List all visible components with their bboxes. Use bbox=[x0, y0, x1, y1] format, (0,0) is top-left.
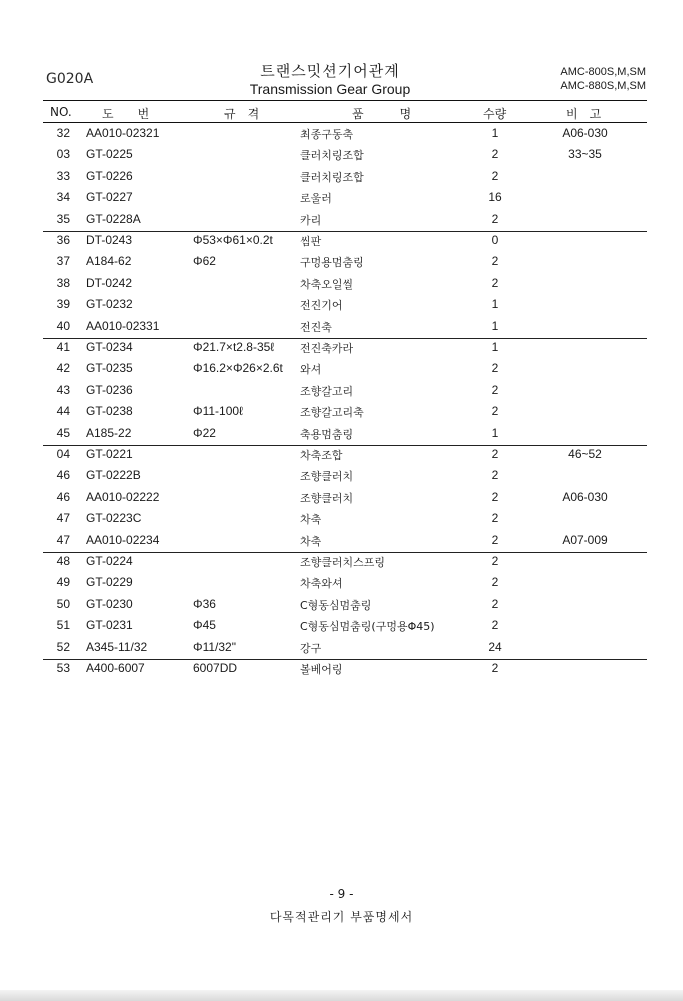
part-number: GT-0224 bbox=[86, 554, 133, 568]
group-divider bbox=[43, 659, 647, 660]
quantity: 1 bbox=[491, 318, 499, 333]
row-number: 32 bbox=[56, 126, 70, 140]
remark: A06-030 bbox=[562, 489, 608, 504]
quantity: 2 bbox=[491, 468, 499, 483]
table-row bbox=[43, 319, 647, 340]
specification: Φ16.2×Φ26×2.6t bbox=[193, 361, 283, 376]
table-row bbox=[43, 212, 647, 233]
quantity: 2 bbox=[491, 147, 499, 162]
quantity: 2 bbox=[491, 404, 499, 419]
group-code: G020A bbox=[46, 71, 94, 87]
table-row bbox=[43, 640, 647, 661]
remark: 46~52 bbox=[568, 447, 602, 461]
remark: 33~35 bbox=[568, 147, 602, 162]
part-number: A184-62 bbox=[86, 254, 132, 269]
quantity: 2 bbox=[491, 661, 499, 675]
group-divider bbox=[43, 338, 647, 339]
part-number: A185-22 bbox=[86, 425, 132, 440]
quantity: 2 bbox=[491, 618, 499, 633]
row-number: 03 bbox=[56, 147, 70, 162]
row-number: 40 bbox=[56, 318, 70, 333]
table-row bbox=[43, 404, 647, 425]
part-name: 와셔 bbox=[300, 363, 322, 377]
part-name: 전진축 bbox=[300, 320, 332, 334]
row-number: 41 bbox=[56, 340, 70, 354]
table-row bbox=[43, 340, 647, 361]
model-label-2: AMC-880S,M,SM bbox=[560, 80, 646, 92]
part-number: A345-11/32 bbox=[86, 639, 148, 654]
quantity: 1 bbox=[491, 425, 499, 440]
part-name: 차축 bbox=[300, 534, 322, 548]
specification: 6007DD bbox=[193, 661, 238, 675]
quantity: 2 bbox=[491, 489, 499, 504]
part-number: GT-0238 bbox=[86, 404, 133, 419]
row-number: 53 bbox=[56, 661, 70, 675]
part-number: DT-0242 bbox=[86, 275, 133, 290]
page-number: - 9 - bbox=[329, 887, 354, 901]
table-row bbox=[43, 575, 647, 596]
row-number: 48 bbox=[56, 554, 70, 568]
table-row bbox=[43, 383, 647, 404]
part-number: GT-0221 bbox=[86, 447, 133, 461]
quantity: 2 bbox=[491, 447, 499, 461]
header-bottom-rule bbox=[43, 122, 647, 123]
part-name: 조향갈고리축 bbox=[300, 406, 364, 420]
table-row bbox=[43, 490, 647, 511]
specification: Φ62 bbox=[193, 254, 216, 269]
row-number: 37 bbox=[56, 254, 70, 269]
quantity: 1 bbox=[491, 126, 499, 140]
group-divider bbox=[43, 231, 647, 232]
table-row bbox=[43, 533, 647, 554]
row-number: 34 bbox=[56, 190, 70, 205]
part-number: GT-0222B bbox=[86, 468, 141, 483]
quantity: 16 bbox=[488, 190, 502, 205]
specification: Φ11-100ℓ bbox=[193, 404, 243, 419]
col-header-no: NO. bbox=[50, 105, 72, 119]
row-number: 38 bbox=[56, 275, 70, 290]
row-number: 44 bbox=[56, 404, 70, 419]
table-row bbox=[43, 276, 647, 297]
part-name: C형동심멈춤링 bbox=[300, 598, 372, 612]
table-row bbox=[43, 361, 647, 382]
table-row bbox=[43, 426, 647, 447]
row-number: 51 bbox=[56, 618, 70, 633]
row-number: 04 bbox=[56, 447, 70, 461]
quantity: 2 bbox=[491, 275, 499, 290]
part-name: 축용멈춤링 bbox=[300, 427, 354, 441]
col-header-name: 품 명 bbox=[352, 107, 412, 121]
table-row bbox=[43, 190, 647, 211]
header-top-rule bbox=[43, 100, 647, 101]
part-name: 차축조합 bbox=[300, 449, 343, 462]
part-name: C형동심멈춤링(구멍용Φ45) bbox=[300, 620, 435, 634]
part-name: 차축와셔 bbox=[300, 577, 343, 591]
table-row bbox=[43, 254, 647, 275]
quantity: 2 bbox=[491, 254, 499, 269]
row-number: 47 bbox=[56, 532, 70, 547]
row-number: 46 bbox=[56, 468, 70, 483]
model-label-1: AMC-800S,M,SM bbox=[560, 66, 646, 78]
part-number: GT-0236 bbox=[86, 382, 133, 397]
table-row bbox=[43, 447, 647, 468]
table-row bbox=[43, 169, 647, 190]
part-name: 클러치링조합 bbox=[300, 149, 364, 163]
scan-edge bbox=[0, 990, 683, 1001]
remark: A07-009 bbox=[562, 532, 608, 547]
quantity: 2 bbox=[491, 361, 499, 376]
document-title: 다목적관리기 부품명세서 bbox=[269, 910, 414, 924]
table-row bbox=[43, 618, 647, 639]
part-name: 클러치링조합 bbox=[300, 170, 364, 184]
table-row bbox=[43, 511, 647, 532]
part-name: 씸판 bbox=[300, 235, 322, 248]
page-title-korean: 트랜스밋션기어관계 bbox=[260, 62, 400, 80]
table-row bbox=[43, 597, 647, 618]
part-number: GT-0228A bbox=[86, 211, 141, 226]
part-name: 전진축카라 bbox=[300, 342, 354, 355]
row-number: 45 bbox=[56, 425, 70, 440]
quantity: 2 bbox=[491, 532, 499, 547]
part-number: DT-0243 bbox=[86, 233, 133, 247]
table-row bbox=[43, 661, 647, 682]
part-name: 전진기어 bbox=[300, 299, 343, 313]
part-name: 볼베어링 bbox=[300, 663, 343, 676]
part-number: GT-0229 bbox=[86, 575, 133, 590]
quantity: 2 bbox=[491, 211, 499, 226]
specification: Φ36 bbox=[193, 596, 216, 611]
part-name: 차축 bbox=[300, 513, 322, 527]
part-name: 최종구동축 bbox=[300, 128, 354, 141]
specification: Φ11/32" bbox=[193, 639, 236, 654]
quantity: 1 bbox=[491, 340, 499, 354]
part-number: GT-0225 bbox=[86, 147, 133, 162]
part-name: 조향클러치 bbox=[300, 491, 354, 505]
part-name: 카리 bbox=[300, 213, 322, 227]
table-row bbox=[43, 233, 647, 254]
row-number: 35 bbox=[56, 211, 70, 226]
quantity: 0 bbox=[491, 233, 499, 247]
part-name: 로울러 bbox=[300, 192, 332, 206]
remark: A06-030 bbox=[562, 126, 608, 140]
quantity: 24 bbox=[488, 639, 502, 654]
quantity: 1 bbox=[491, 297, 499, 312]
row-number: 36 bbox=[56, 233, 70, 247]
row-number: 50 bbox=[56, 596, 70, 611]
part-number: GT-0230 bbox=[86, 596, 133, 611]
specification: Φ53×Φ61×0.2t bbox=[193, 233, 273, 247]
specification: Φ22 bbox=[193, 425, 216, 440]
table-row bbox=[43, 297, 647, 318]
part-number: AA010-02234 bbox=[86, 532, 160, 547]
quantity: 2 bbox=[491, 168, 499, 183]
part-number: GT-0227 bbox=[86, 190, 133, 205]
part-number: GT-0232 bbox=[86, 297, 133, 312]
group-divider bbox=[43, 445, 647, 446]
part-name: 조향클러치 bbox=[300, 470, 354, 484]
row-number: 33 bbox=[56, 168, 70, 183]
part-name: 구멍용멈춤링 bbox=[300, 256, 364, 270]
part-number: AA010-02331 bbox=[86, 318, 160, 333]
row-number: 42 bbox=[56, 361, 70, 376]
part-number: AA010-02321 bbox=[86, 126, 160, 140]
quantity: 2 bbox=[491, 382, 499, 397]
group-divider bbox=[43, 552, 647, 553]
part-number: A400-6007 bbox=[86, 661, 145, 675]
part-name: 강구 bbox=[300, 641, 322, 655]
part-number: GT-0231 bbox=[86, 618, 133, 633]
row-number: 49 bbox=[56, 575, 70, 590]
col-header-part: 도 번 bbox=[102, 107, 150, 121]
part-name: 조향클러치스프링 bbox=[300, 556, 386, 569]
quantity: 2 bbox=[491, 511, 499, 526]
quantity: 2 bbox=[491, 554, 499, 568]
quantity: 2 bbox=[491, 575, 499, 590]
row-number: 39 bbox=[56, 297, 70, 312]
table-row bbox=[43, 126, 647, 147]
quantity: 2 bbox=[491, 596, 499, 611]
col-header-qty: 수량 bbox=[483, 107, 507, 121]
row-number: 47 bbox=[56, 511, 70, 526]
part-number: GT-0223C bbox=[86, 511, 142, 526]
col-header-remark: 비 고 bbox=[566, 107, 602, 121]
table-row bbox=[43, 554, 647, 575]
specification: Φ45 bbox=[193, 618, 216, 633]
part-number: GT-0234 bbox=[86, 340, 133, 354]
col-header-spec: 규 격 bbox=[224, 107, 260, 121]
part-name: 차축오일씰 bbox=[300, 277, 354, 291]
row-number: 43 bbox=[56, 382, 70, 397]
row-number: 46 bbox=[56, 489, 70, 504]
part-number: GT-0226 bbox=[86, 168, 133, 183]
row-number: 52 bbox=[56, 639, 70, 654]
part-name: 조향갈고리 bbox=[300, 384, 354, 398]
table-row bbox=[43, 468, 647, 489]
part-number: AA010-02222 bbox=[86, 489, 160, 504]
page-title-english: Transmission Gear Group bbox=[249, 81, 411, 97]
table-row bbox=[43, 147, 647, 168]
specification: Φ21.7×t2.8-35ℓ bbox=[193, 340, 275, 354]
part-number: GT-0235 bbox=[86, 361, 133, 376]
